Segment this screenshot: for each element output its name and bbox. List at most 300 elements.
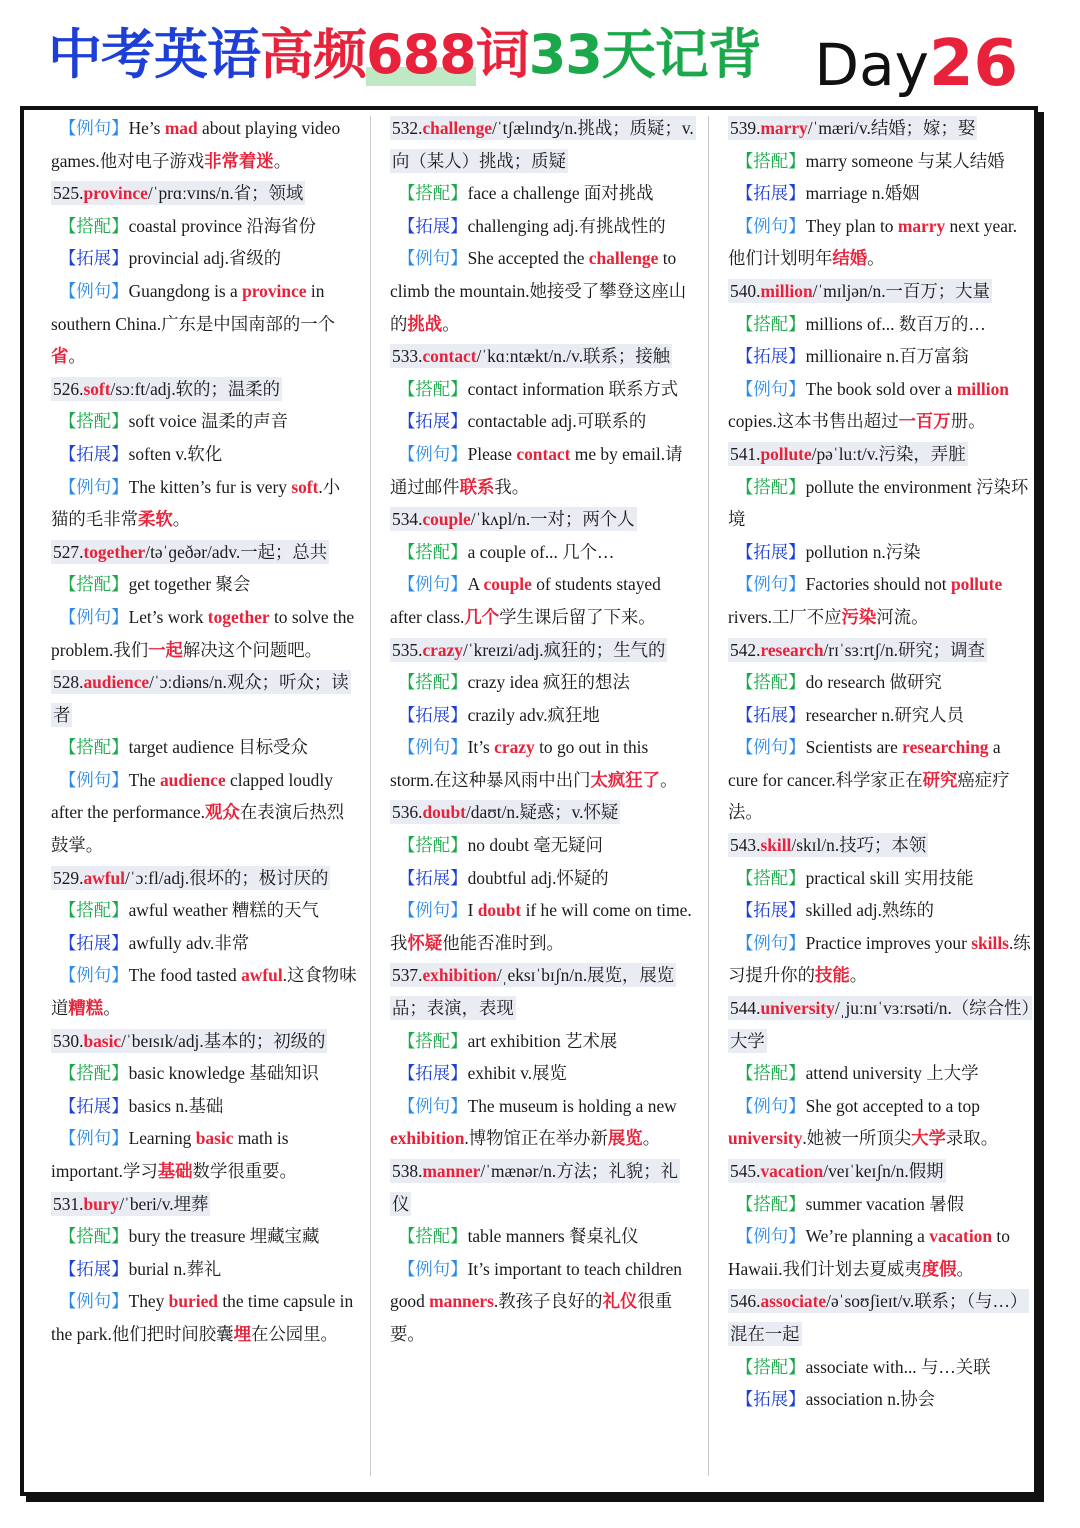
extension-tag: 【拓展】 (398, 867, 468, 888)
extension-text: marriage n.婚姻 (805, 183, 920, 204)
example-keyword: 展览 (607, 1128, 643, 1149)
extension-tag: 【拓展】 (736, 704, 806, 725)
collocation-text: target audience 目标受众 (128, 737, 308, 758)
example-line (390, 438, 696, 503)
example-keyword: 非常着迷 (204, 150, 274, 171)
headword: contact (422, 346, 477, 367)
example-text: copies.这本书售出超过 (728, 411, 899, 432)
extension-line (390, 210, 696, 243)
example-text: about playing video games.他对电子游戏 (51, 118, 341, 171)
headword-block (51, 540, 329, 564)
example-text: .练习提升你的 (728, 932, 1031, 986)
extension-text: provincial adj.省级的 (128, 248, 282, 269)
example-text: They (128, 1291, 169, 1312)
collocation-text: art exhibition 艺术展 (467, 1030, 618, 1051)
headword-line (51, 666, 357, 731)
example-text: 他能否准时到。 (442, 932, 564, 953)
example-text: 。 (442, 313, 460, 334)
example-keyword: 技能 (814, 965, 850, 986)
definition: /ˈkɑːntækt/n./v.联系；接触 (476, 346, 671, 367)
example-text: They plan to (805, 215, 898, 236)
headword-line (728, 992, 1034, 1057)
headword-line (51, 536, 357, 569)
example-keyword: 柔软 (137, 509, 173, 530)
collocation-text: millions of... 数百万的… (805, 313, 986, 334)
example-keyword: 联系 (459, 476, 495, 497)
example-text: 在表演后热烈鼓掌。 (51, 802, 345, 856)
vocab-entry (390, 503, 696, 633)
example-text: The (128, 769, 160, 790)
example-text: 数学很重要。 (192, 1161, 297, 1181)
example-line (51, 1122, 357, 1187)
collocation-line (51, 1057, 357, 1090)
headword-line (728, 275, 1034, 308)
column-3 (728, 112, 1034, 1416)
headword-line (390, 959, 696, 1024)
title-part-3: 688 (366, 23, 476, 86)
example-text: Learning (128, 1128, 196, 1149)
headword-block (51, 670, 351, 727)
entry-number: 526. (53, 378, 84, 399)
example-text: 。 (68, 346, 86, 367)
extension-text: skilled adj.熟练的 (805, 900, 935, 921)
collocation-tag: 【搭配】 (736, 867, 806, 888)
example-text: 解决这个问题吧。 (182, 639, 323, 660)
example-text: me by email.请通过邮件 (390, 443, 683, 497)
headword-block (390, 344, 672, 368)
definition: /ˈmæri/v.结婚；嫁；娶 (807, 118, 976, 138)
vocab-entry (728, 275, 1034, 438)
extension-line (390, 405, 696, 438)
vocab-entry (51, 1025, 357, 1188)
definition: /ˈmænər/n.方法；礼貌；礼仪 (392, 1161, 678, 1214)
example-tag: 【例句】 (736, 737, 806, 758)
entry-number: 538. (392, 1161, 423, 1181)
extension-tag: 【拓展】 (736, 346, 806, 367)
example-text: .博物馆正在举办新 (464, 1128, 608, 1149)
example-keyword: vacation (929, 1226, 993, 1247)
vocab-entry (390, 1155, 696, 1351)
example-keyword: marry (897, 215, 946, 236)
example-keyword: soft (291, 476, 319, 497)
collocation-tag: 【搭配】 (59, 1226, 129, 1247)
collocation-text: basic knowledge 基础知识 (128, 1063, 319, 1084)
entry-number: 540. (730, 280, 761, 301)
column-2 (390, 112, 696, 1351)
collocation-text: get together 聚会 (128, 574, 251, 595)
example-tag: 【例句】 (736, 1226, 806, 1247)
headword-block (728, 279, 992, 303)
example-text: to Hawaii.我们计划去夏威夷 (728, 1226, 1010, 1279)
example-text: in southern China.广东是中国南部的一个 (51, 280, 336, 334)
extension-line (728, 177, 1034, 210)
example-keyword: 污染 (841, 606, 877, 627)
extension-text: association n.协会 (805, 1389, 936, 1410)
entry-number: 539. (730, 118, 761, 138)
extension-line (390, 1057, 696, 1090)
vocab-entry (728, 112, 1034, 275)
extension-line (728, 1383, 1034, 1416)
example-tag: 【例句】 (59, 280, 129, 301)
example-text: Practice improves your (805, 932, 972, 953)
headword-line (390, 340, 696, 373)
headword: million (760, 280, 813, 301)
collocation-line (728, 471, 1034, 536)
headword-block (51, 866, 330, 890)
extension-tag: 【拓展】 (736, 900, 806, 921)
example-line (728, 210, 1034, 275)
example-line (728, 731, 1034, 829)
extension-tag: 【拓展】 (736, 541, 806, 562)
extension-tag: 【拓展】 (398, 1063, 468, 1084)
title-part-1: 中考英语 (48, 23, 260, 86)
extension-line (51, 438, 357, 471)
vocab-entry (390, 959, 696, 1155)
headword-block (51, 181, 305, 205)
headword-line (728, 634, 1034, 667)
entry-number: 537. (392, 965, 423, 986)
example-text: 册。 (950, 411, 986, 432)
example-keyword: buried (168, 1291, 218, 1312)
extension-tag: 【拓展】 (398, 411, 468, 432)
example-text: 录取。 (945, 1128, 999, 1149)
extension-line (51, 1253, 357, 1286)
example-text: It’s (467, 737, 495, 758)
headword: doubt (422, 802, 466, 823)
collocation-tag: 【搭配】 (736, 313, 806, 334)
vocab-entry (728, 829, 1034, 992)
headword-block (51, 1029, 327, 1053)
entry-number: 533. (392, 346, 423, 367)
headword-line (51, 862, 357, 895)
example-keyword: crazy (494, 737, 535, 758)
extension-text: pollution n.污染 (805, 541, 921, 562)
collocation-line (390, 1220, 696, 1253)
definition: /əˈsoʊʃieɪt/v.联系；（与…）混在一起 (730, 1291, 1028, 1344)
definition: /veɪˈkeɪʃn/n.假期 (823, 1161, 944, 1181)
collocation-tag: 【搭配】 (398, 183, 468, 204)
headword: crazy (422, 639, 463, 660)
headword-block (728, 442, 968, 466)
collocation-text: marry someone 与某人结婚 (805, 150, 1005, 171)
example-tag: 【例句】 (398, 1095, 468, 1116)
collocation-tag: 【搭配】 (59, 900, 129, 921)
headword-line (728, 829, 1034, 862)
collocation-line (51, 1220, 357, 1253)
headword-block (390, 638, 667, 662)
headword: associate (760, 1291, 827, 1312)
collocation-text: pollute the environment 污染环境 (728, 476, 1029, 530)
vocab-entry (390, 634, 696, 797)
collocation-text: crazy idea 疯狂的想法 (467, 672, 630, 693)
headword-block (390, 800, 620, 824)
example-text: to go out in this storm.在这种暴风雨中出门 (390, 737, 649, 790)
example-keyword: skills (971, 932, 1009, 953)
vocab-entry (51, 862, 357, 1025)
definition: /ˈtʃælɪndʒ/n.挑战；质疑；v.向（某人）挑战；质疑 (392, 118, 694, 171)
extension-text: challenging adj.有挑战性的 (467, 215, 666, 236)
example-tag: 【例句】 (736, 1095, 806, 1116)
example-line (390, 1090, 696, 1155)
extension-tag: 【拓展】 (398, 215, 468, 236)
definition: /ˈɔːfl/adj.很坏的；极讨厌的 (125, 867, 329, 888)
entry-number: 536. (392, 802, 423, 823)
example-line (390, 894, 696, 959)
example-text: 我。 (494, 476, 530, 497)
frame-shadow-right (1038, 112, 1044, 1502)
example-tag: 【例句】 (398, 443, 468, 464)
example-text: clapped loudly after the performance. (51, 769, 333, 823)
entry-number: 525. (53, 183, 84, 204)
example-line (51, 275, 357, 373)
collocation-line (390, 536, 696, 569)
example-keyword: 一起 (148, 639, 183, 660)
example-text: .教孩子良好的 (493, 1291, 603, 1312)
example-keyword: basic (195, 1128, 234, 1149)
entry-number: 541. (730, 443, 761, 464)
collocation-tag: 【搭配】 (398, 1226, 468, 1247)
example-tag: 【例句】 (736, 215, 806, 236)
example-keyword: 怀疑 (407, 932, 443, 953)
example-text: math is important.学习 (51, 1128, 289, 1181)
extension-line (390, 699, 696, 732)
example-text: 河流。 (876, 606, 929, 627)
collocation-line (51, 568, 357, 601)
example-keyword: 结婚 (832, 248, 868, 269)
entry-number: 530. (53, 1030, 84, 1051)
page-title (48, 23, 761, 86)
collocation-text: table manners 餐桌礼仪 (467, 1226, 639, 1247)
example-tag: 【例句】 (59, 1291, 129, 1312)
headword: marry (760, 118, 808, 138)
example-tag: 【例句】 (398, 900, 468, 921)
example-tag: 【例句】 (398, 574, 468, 595)
example-text: 。 (867, 248, 885, 269)
example-tag: 【例句】 (59, 476, 129, 497)
example-line (728, 927, 1034, 992)
example-keyword: 几个 (464, 606, 500, 627)
example-tag: 【例句】 (59, 769, 129, 790)
extension-line (728, 699, 1034, 732)
collocation-tag: 【搭配】 (736, 672, 806, 693)
entry-number: 528. (53, 672, 84, 693)
example-keyword: 研究 (922, 769, 958, 790)
example-line (390, 242, 696, 340)
example-keyword: 埋 (233, 1323, 251, 1344)
extension-text: doubtful adj.怀疑的 (467, 867, 609, 888)
vocab-entry (51, 666, 357, 862)
collocation-text: contact information 联系方式 (467, 378, 679, 399)
collocation-tag: 【搭配】 (736, 1063, 806, 1084)
extension-line (728, 340, 1034, 373)
headword: together (83, 541, 146, 562)
example-line (390, 568, 696, 633)
collocation-line (728, 1057, 1034, 1090)
example-keyword: 太疯狂了 (590, 769, 661, 790)
collocation-line (51, 894, 357, 927)
example-keyword: 观众 (205, 802, 240, 823)
example-text: 。 (103, 998, 121, 1019)
example-text: She got accepted to a top (805, 1095, 980, 1116)
example-text: 。 (956, 1258, 974, 1279)
definition: /ˈprɑːvɪns/n.省；领域 (147, 183, 304, 204)
extension-text: crazily adv.疯狂地 (467, 704, 600, 725)
example-keyword: contact (516, 443, 571, 464)
entry-number: 531. (53, 1193, 84, 1214)
collocation-tag: 【搭配】 (398, 541, 468, 562)
column-divider (708, 116, 709, 1476)
example-keyword: 挑战 (407, 313, 443, 334)
example-text: rivers.工厂不应 (728, 606, 842, 627)
collocation-line (390, 829, 696, 862)
headword-block (728, 833, 928, 857)
example-text: 。 (273, 150, 292, 171)
example-text: next year.他们计划明年 (728, 215, 1018, 269)
headword: research (760, 639, 824, 660)
example-text: The book sold over a (805, 378, 957, 399)
collocation-tag: 【搭配】 (59, 215, 129, 236)
extension-line (728, 894, 1034, 927)
example-tag: 【例句】 (398, 248, 468, 269)
definition: /ˈɔːdiəns/n.观众；听众；读者 (53, 672, 349, 725)
extension-tag: 【拓展】 (59, 248, 129, 269)
collocation-line (728, 1188, 1034, 1221)
headword-line (390, 796, 696, 829)
headword-line (728, 438, 1034, 471)
example-keyword: couple (483, 574, 532, 595)
extension-tag: 【拓展】 (736, 1389, 806, 1410)
extension-tag: 【拓展】 (398, 704, 468, 725)
entry-number: 542. (730, 639, 761, 660)
example-keyword: together (207, 606, 270, 627)
day-label: Day (814, 31, 929, 99)
definition: /sɔːft/adj.软的；温柔的 (110, 378, 281, 399)
example-keyword: audience (159, 769, 226, 790)
extension-line (51, 927, 357, 960)
example-text: 。 (660, 769, 678, 790)
example-keyword: doubt (477, 900, 522, 921)
definition: /daʊt/n.疑惑；v.怀疑 (465, 802, 619, 823)
headword: manner (422, 1161, 481, 1181)
collocation-tag: 【搭配】 (59, 737, 129, 758)
example-text: 癌症疗法。 (728, 769, 1010, 823)
example-keyword: 糟糕 (68, 998, 104, 1019)
example-tag: 【例句】 (736, 932, 806, 953)
example-text: a cure for cancer.科学家正在 (728, 737, 1001, 790)
definition: /skɪl/n.技巧；本领 (791, 835, 927, 856)
definition: /ˈbeɪsɪk/adj.基本的；初级的 (121, 1030, 326, 1051)
headword-block (728, 1289, 1029, 1346)
headword: audience (83, 672, 150, 693)
entry-number: 532. (392, 118, 423, 138)
collocation-tag: 【搭配】 (398, 672, 468, 693)
example-keyword: 大学 (911, 1128, 946, 1149)
vocab-entry (728, 634, 1034, 830)
example-keyword: 礼仪 (602, 1291, 638, 1312)
example-keyword: 省 (51, 346, 69, 367)
example-text: .小猫的毛非常 (51, 476, 341, 530)
collocation-text: practical skill 实用技能 (805, 867, 974, 888)
collocation-tag: 【搭配】 (736, 476, 806, 497)
headword: awful (83, 867, 125, 888)
headword: vacation (760, 1161, 824, 1181)
extension-line (728, 536, 1034, 569)
collocation-text: attend university 上大学 (805, 1063, 979, 1084)
example-text: He’s (128, 118, 165, 138)
example-text: Please (467, 443, 517, 464)
title-part-5: 33天记背 (528, 23, 761, 86)
extension-text: researcher n.研究人员 (805, 704, 964, 725)
headword: soft (83, 378, 111, 399)
collocation-text: no doubt 毫无疑问 (467, 835, 603, 856)
extension-tag: 【拓展】 (59, 1258, 129, 1279)
collocation-line (390, 1025, 696, 1058)
example-tag: 【例句】 (59, 118, 129, 138)
collocation-line (390, 666, 696, 699)
example-text: 很重要。 (390, 1291, 673, 1344)
headword-line (51, 177, 357, 210)
entry-number: 544. (730, 998, 761, 1019)
definition: /ˈberi/v.埋葬 (119, 1193, 209, 1214)
extension-text: exhibit v.展览 (467, 1063, 567, 1084)
vocab-entry (728, 992, 1034, 1155)
example-line (728, 568, 1034, 633)
headword: bury (83, 1193, 120, 1214)
collocation-text: associate with... 与…关联 (805, 1356, 991, 1377)
example-keyword: 一百万 (898, 411, 951, 432)
extension-line (51, 242, 357, 275)
example-text: A (467, 574, 484, 595)
example-keyword: million (956, 378, 1009, 399)
example-text: 。 (642, 1128, 661, 1149)
vocab-entry (728, 438, 1034, 634)
vocab-entry (390, 796, 696, 959)
example-keyword: researching (902, 737, 989, 758)
example-text: The museum is holding a new (467, 1095, 677, 1116)
definition: /rɪˈsɜːrtʃ/n.研究；调查 (823, 639, 985, 660)
collocation-text: face a challenge 面对挑战 (467, 183, 654, 204)
entry-number: 546. (730, 1291, 761, 1312)
example-line (728, 1090, 1034, 1155)
collocation-tag: 【搭配】 (398, 835, 468, 856)
collocation-line (51, 405, 357, 438)
example-tag: 【例句】 (736, 378, 806, 399)
collocation-text: awful weather 糟糕的天气 (128, 900, 319, 921)
definition: /ˈmɪljən/n.一百万；大量 (812, 280, 990, 301)
collocation-line (728, 862, 1034, 895)
example-tag: 【例句】 (59, 606, 129, 627)
vocab-entry (51, 373, 357, 536)
extension-tag: 【拓展】 (59, 1095, 129, 1116)
example-line (728, 1220, 1034, 1285)
example-text: the time capsule in the park.他们把时间胶囊 (51, 1291, 354, 1344)
headword-block (390, 116, 696, 173)
headword: pollute (760, 443, 812, 464)
example-text: Let’s work (128, 606, 208, 627)
headword-line (51, 1188, 357, 1221)
headword-line (51, 373, 357, 406)
example-tag: 【例句】 (398, 1258, 468, 1279)
entry-number: 529. (53, 867, 84, 888)
collocation-text: summer vacation 暑假 (805, 1193, 964, 1214)
vocab-entry (728, 1285, 1034, 1415)
example-line (390, 731, 696, 796)
example-text: to solve the problem.我们 (51, 606, 355, 660)
headword-block (390, 507, 637, 531)
entry-number: 545. (730, 1161, 761, 1181)
entry-number: 535. (392, 639, 423, 660)
collocation-tag: 【搭配】 (59, 574, 129, 595)
